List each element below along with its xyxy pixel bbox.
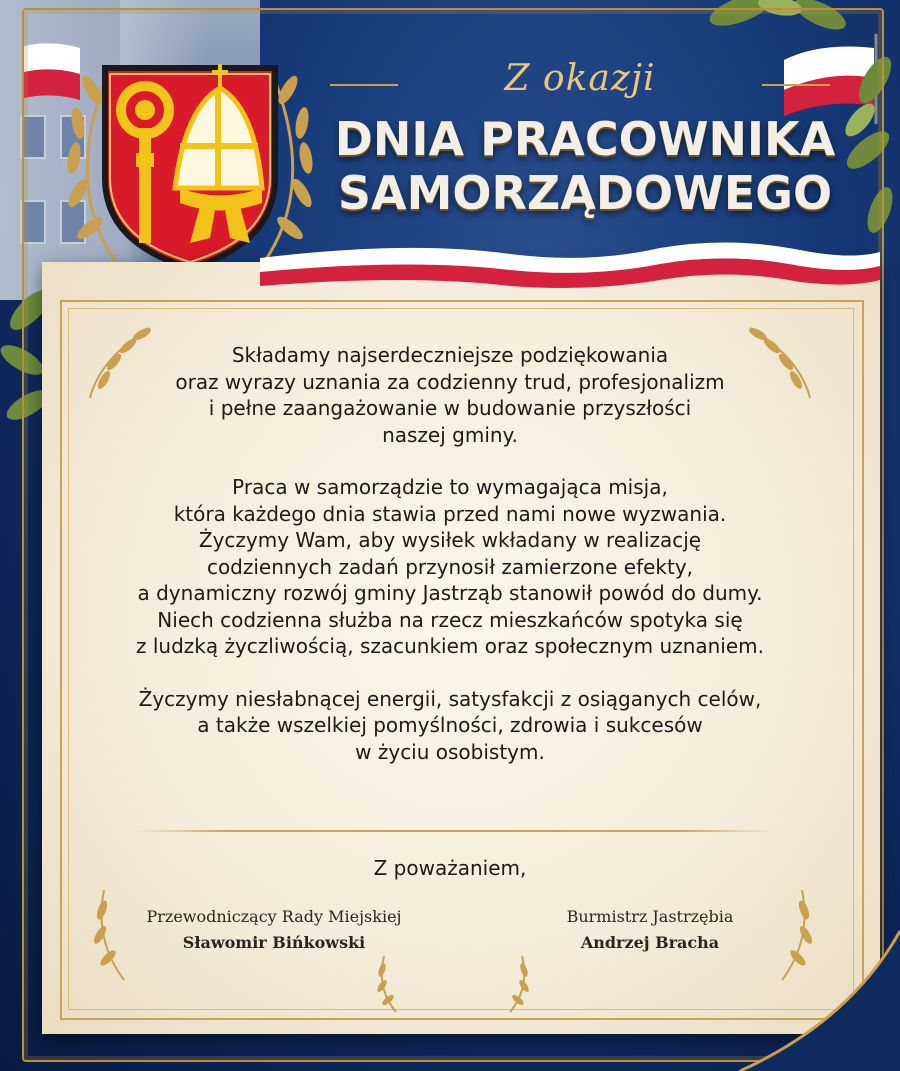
navy-corner-swoop	[700, 871, 900, 1071]
paragraph-3: Życzymy niesłabnącej energii, satysfakcji z osiąganych celów, a także wszelkiej pomyślności, zdrowia i sukcesów w życiu osobistym.	[138, 686, 762, 764]
divider-line	[134, 830, 774, 832]
signature-right	[500, 904, 800, 956]
paragraph-2: Praca w samorządzie to wymagająca misja, która każdego dnia stawia przed nami nowe wyzwania. Życzymy Wam, aby wysiłek wkładany w realizację codziennych zadań przynosił zamierzone efekty, a dynamiczny rozwój gminy Jastrząb stanowił powód do dumy. Niech codzienna służba na rzecz mieszkańców spotyka się z ludzką życzliwością, szacunkiem oraz społecznym uznaniem.	[136, 475, 764, 658]
closing-text: Z poważaniem,	[373, 856, 527, 880]
signature-role: Przewodniczący Rady Miejskiej	[146, 907, 402, 926]
signature-name: Andrzej Bracha	[580, 933, 720, 952]
paragraph-1: Składamy najserdeczniejsze podziękowania oraz wyrazy uznania za codzienny trud, profesjonalizm i pełne zaangażowanie w budowanie przyszłości naszej gminy.	[175, 343, 725, 447]
laurel-sig-right-icon	[500, 952, 536, 1016]
ribbon-icon	[260, 230, 880, 300]
title-line-2: SAMORZĄDOWEGO	[337, 166, 833, 220]
signature-name: Sławomir Bińkowski	[182, 933, 366, 952]
title-line-1: DNIA PRACOWNIKA	[334, 112, 836, 166]
signature-left	[114, 904, 434, 956]
laurel-sig-left-icon	[370, 952, 406, 1016]
signature-role: Burmistrz Jastrzębia	[566, 907, 734, 926]
greeting-body	[90, 342, 810, 791]
subtitle: Z okazji	[330, 58, 830, 106]
